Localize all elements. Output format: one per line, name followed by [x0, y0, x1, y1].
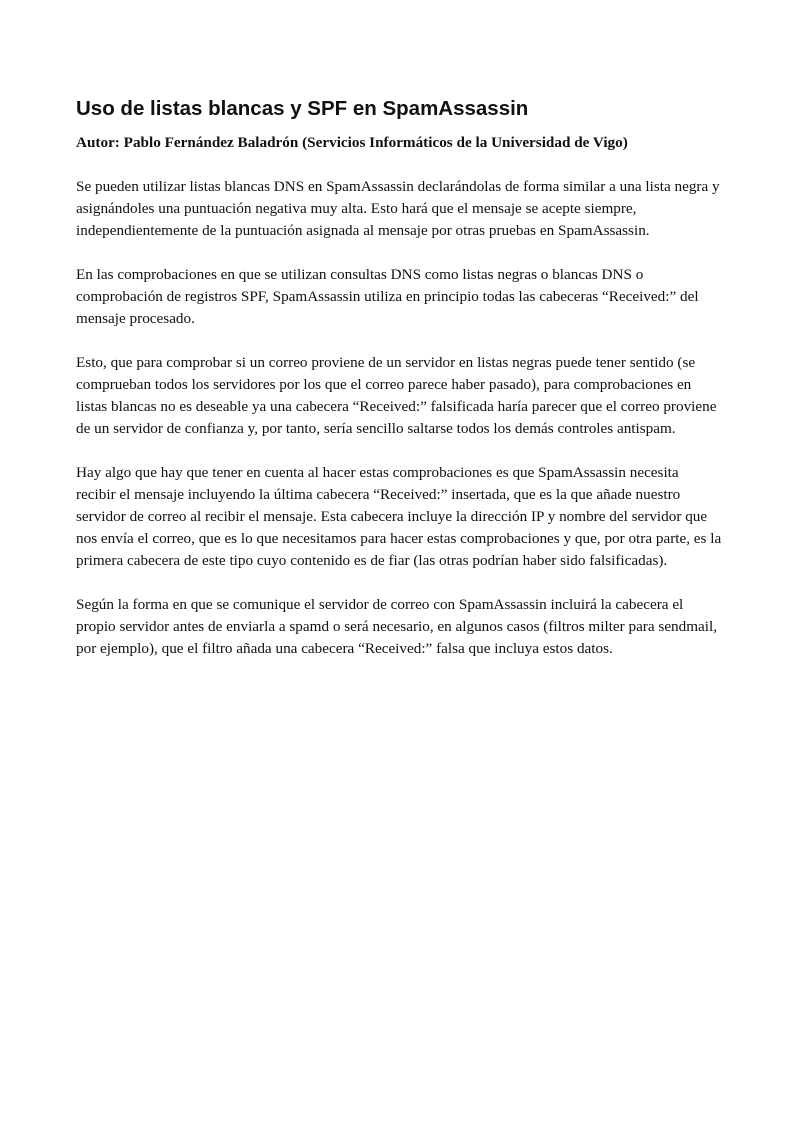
paragraph-1: Se pueden utilizar listas blancas DNS en SpamAssassin declarándolas de forma similar a una lista negra y asignándoles una puntuación negativa muy alta. Esto hará que el mensaje se acepte siempre, independientemente de la puntuación asignada al mensaje por otras pruebas en SpamAssassin. — [76, 178, 720, 239]
document-author: Autor: Pablo Fernández Baladrón (Servicios Informáticos de la Universidad de Vigo) — [76, 134, 628, 151]
paragraph-2: En las comprobaciones en que se utilizan consultas DNS como listas negras o blancas DNS o comprobación de registros SPF, SpamAssassin utiliza en principio todas las cabeceras “Received:” del mensaje procesado. — [76, 266, 699, 327]
paragraph-3: Esto, que para comprobar si un correo proviene de un servidor en listas negras puede tener sentido (se comprueban todos los servidores por los que el correo parece haber pasado), para comprobaciones en listas blancas no es deseable ya una cabecera “Received:” falsificada haría parecer que el correo proviene de un servidor de confianza y, por tanto, sería sencillo saltarse todos los demás controles antispam. — [76, 354, 717, 437]
paragraph-4: Hay algo que hay que tener en cuenta al hacer estas comprobaciones es que SpamAssassin necesita recibir el mensaje incluyendo la última cabecera “Received:” insertada, que es la que añade nuestro servidor de correo al recibir el mensaje. Esta cabecera incluye la dirección IP y nombre del servidor que nos envía el correo, que es lo que necesitamos para hacer estas comprobaciones y que, por otra parte, es la primera cabecera de este tipo cuyo contenido es de fiar (las otras podrían haber sido falsificadas). — [76, 464, 722, 569]
document-page — [76, 96, 722, 682]
paragraph-5: Según la forma en que se comunique el servidor de correo con SpamAssassin incluirá la cabecera el propio servidor antes de enviarla a spamd o será necesario, en algunos casos (filtros milter para sendmail, por ejemplo), que el filtro añada una cabecera “Received:” falsa que incluya estos datos. — [76, 596, 718, 657]
document-title: Uso de listas blancas y SPF en SpamAssassin — [76, 97, 529, 120]
